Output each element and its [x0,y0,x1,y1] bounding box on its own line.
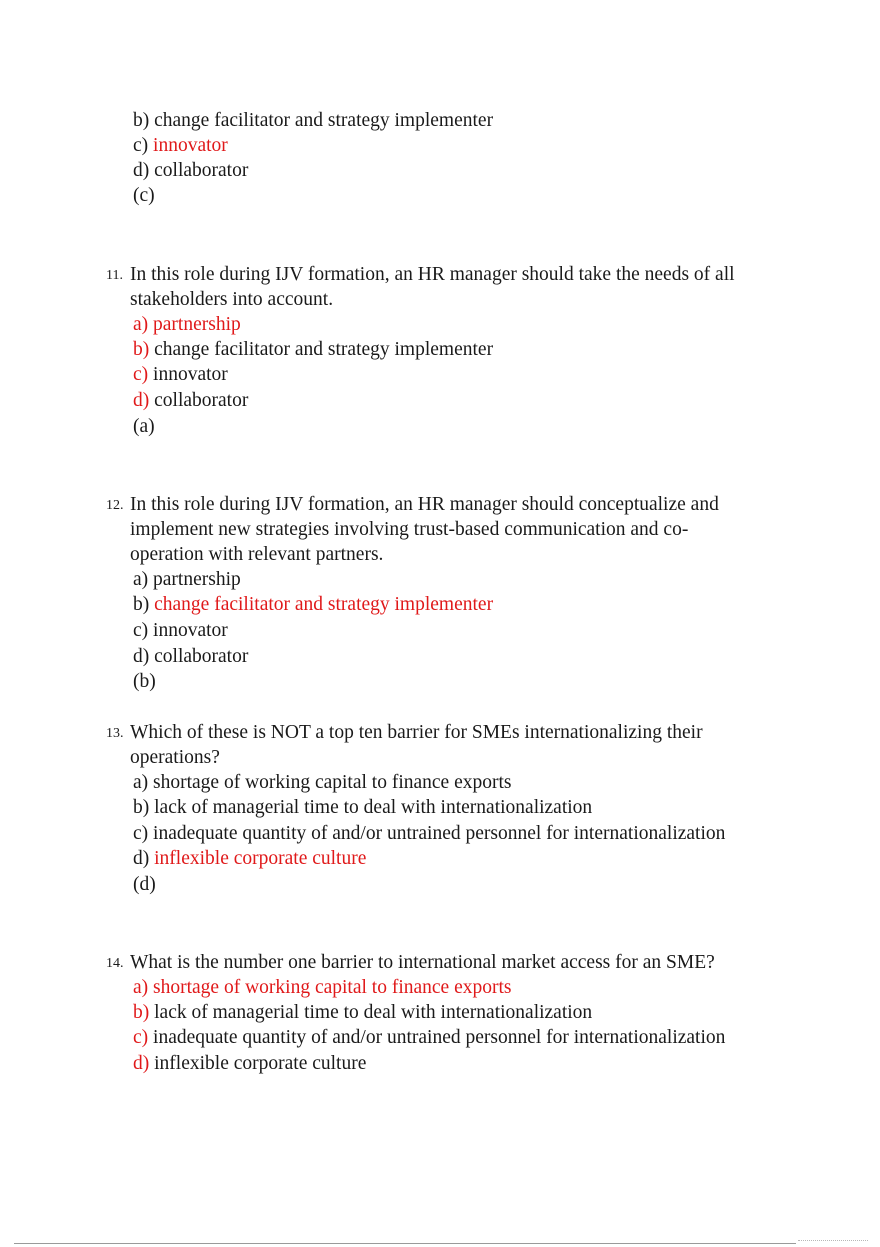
q11-option-b [133,337,493,362]
option-text-correct: partnership [153,314,241,335]
footer-mark [798,1240,868,1245]
option-text: inadequate quantity of and/or untrained personnel for internationalization [153,823,726,844]
prev-option-b [133,108,493,133]
q12-answer: (b) [133,671,156,692]
option-letter: a) [133,977,149,998]
prev-option-c [133,133,228,158]
option-text: change facilitator and strategy implementer [154,110,494,131]
question-text: Which of these is NOT a top ten barrier for SMEs internationalizing their [130,722,703,743]
question-number: 11. [106,268,123,283]
q11-option-a [133,312,241,337]
q11-option-c [133,362,228,387]
option-letter: b) [133,339,150,360]
option-text: lack of managerial time to deal with internationalization [154,797,593,818]
option-text: innovator [153,364,228,385]
option-letter: d) [133,1053,150,1074]
option-letter: a) [133,314,149,335]
option-letter: b) [133,594,150,615]
q11-answer: (a) [133,416,155,437]
option-letter: c) [133,364,149,385]
option-text: inadequate quantity of and/or untrained personnel for internationalization [153,1027,726,1048]
option-text-correct: inflexible corporate culture [154,848,367,869]
prev-option-d [133,158,248,183]
option-letter: a) [133,569,149,590]
option-text: lack of managerial time to deal with internationalization [154,1002,593,1023]
question-text: stakeholders into account. [130,289,334,310]
option-letter: b) [133,110,150,131]
option-text-correct: innovator [153,135,228,156]
question-text: In this role during IJV formation, an HR manager should take the needs of all [130,264,735,285]
q12-option-c [133,618,228,643]
question-text: operation with relevant partners. [130,544,384,565]
option-letter: c) [133,135,149,156]
q13-option-c [133,821,725,846]
q13-option-a [133,770,512,795]
option-letter: a) [133,772,149,793]
question-number: 14. [106,956,124,971]
question-number: 12. [106,498,124,513]
option-text: partnership [153,569,241,590]
q14-option-c [133,1025,725,1050]
option-letter: d) [133,390,150,411]
question-text: In this role during IJV formation, an HR manager should conceptualize and [130,494,719,515]
q13-option-d [133,846,366,871]
option-letter: d) [133,848,150,869]
footer-divider [14,1243,796,1244]
q11-option-d [133,388,248,413]
q12-option-d [133,644,248,669]
q14-option-b [133,1000,592,1025]
q14-option-a [133,975,512,1000]
question-text: What is the number one barrier to international market access for an SME? [130,952,715,973]
option-text: shortage of working capital to finance exports [153,772,512,793]
option-text-correct: shortage of working capital to finance exports [153,977,512,998]
option-letter: c) [133,1027,149,1048]
question-text: operations? [130,747,220,768]
q14-option-d [133,1051,366,1076]
question-number: 13. [106,726,124,741]
option-text: collaborator [154,160,249,181]
option-text: collaborator [154,646,249,667]
question-text: implement new strategies involving trust-based communication and co- [130,519,689,540]
option-text: change facilitator and strategy implementer [154,339,494,360]
option-letter: b) [133,1002,150,1023]
option-letter: c) [133,620,149,641]
option-letter: b) [133,797,150,818]
option-letter: d) [133,646,150,667]
q12-option-b [133,592,493,617]
option-text: collaborator [154,390,249,411]
option-text-correct: change facilitator and strategy implementer [154,594,494,615]
option-text: innovator [153,620,228,641]
q13-answer: (d) [133,874,156,895]
option-letter: d) [133,160,150,181]
q12-option-a [133,567,241,592]
option-letter: c) [133,823,149,844]
prev-answer: (c) [133,185,155,206]
option-text: inflexible corporate culture [154,1053,367,1074]
q13-option-b [133,795,592,820]
